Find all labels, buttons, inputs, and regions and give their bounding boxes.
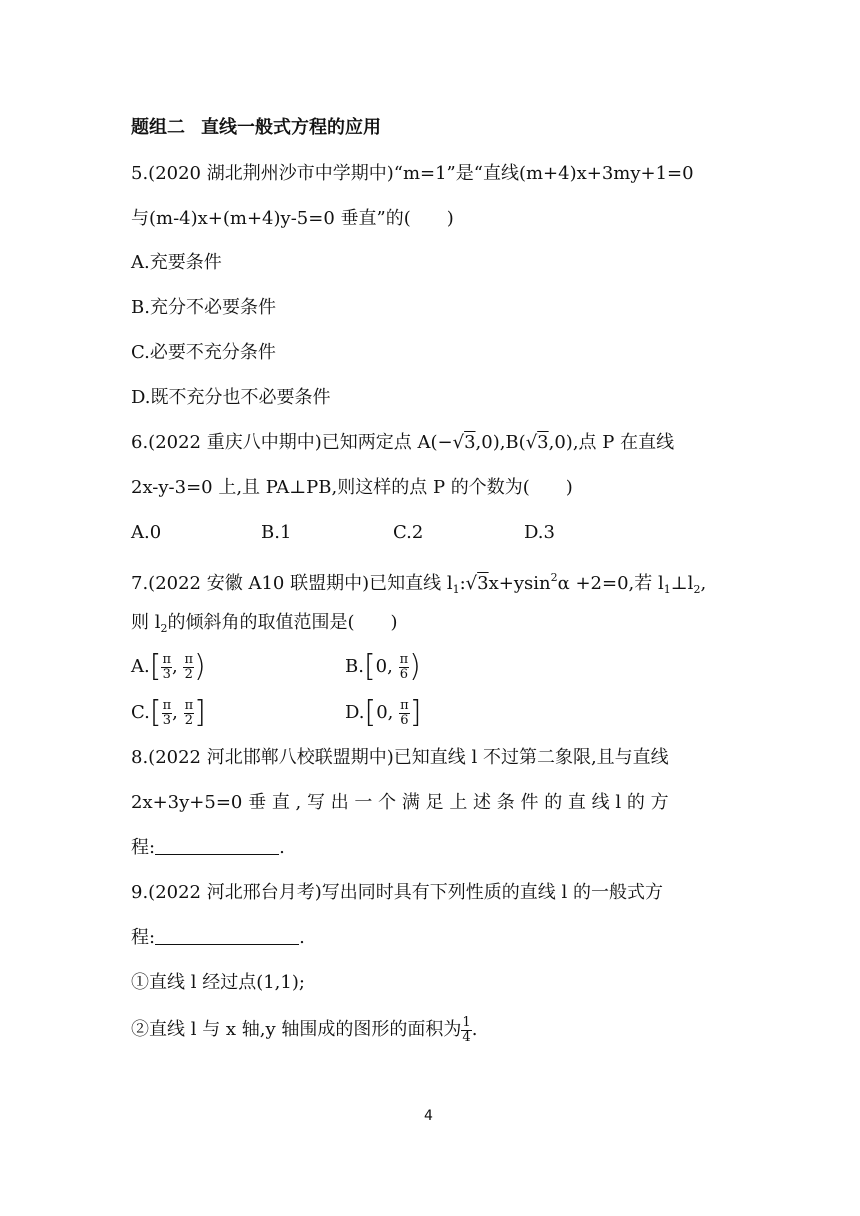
q5-option-a: A.充要条件: [131, 252, 222, 273]
q5-option-d: D.既不充分也不必要条件: [131, 387, 331, 408]
q9-condition-2: ②直线 l 与 x 轴,y 轴围成的图形的面积为 $\frac{1}{4}$ .: [131, 1014, 478, 1045]
q7-option-c: C.[ $\frac{\pi}{3}$ , $\frac{\pi}{2}$ ]: [131, 695, 206, 730]
q6-stem-line2: 2x-y-3=0 上,且 PA⊥PB,则这样的点 P 的个数为( ): [131, 477, 573, 498]
q7-option-a: A.[ $\frac{\pi}{3}$ , $\frac{\pi}{2}$ ): [131, 649, 206, 684]
q9-answer-blank[interactable]: [155, 926, 299, 945]
q6-option-c: C.2: [393, 522, 424, 543]
q6-option-a: A.0: [131, 522, 162, 543]
q8-answer-blank[interactable]: [155, 836, 279, 855]
section-heading: [131, 116, 381, 140]
section-label: 题组二: [131, 117, 185, 138]
page-number: 4: [424, 1108, 433, 1124]
q7-stem-line1: 7.(2022 安徽 A10 联盟期中)已知直线 $l_1:√3x+ysin^2\alpha +2=0$,若 $l_1\perp l_2$,: [131, 571, 707, 596]
q7-option-d: D.[0, $\frac{\pi}{6}$ ]: [345, 695, 422, 730]
q5-stem-line1: 5.(2020 湖北荆州沙市中学期中)“m=1”是“直线(m+4)x+3my+1=0: [131, 163, 694, 184]
q5-option-c: C.必要不充分条件: [131, 342, 276, 363]
section-title: 直线一般式方程的应用: [201, 117, 381, 138]
q8-stem-line3: 程: .: [131, 837, 285, 858]
q9-condition-1: ①直线 l 经过点(1,1);: [131, 972, 305, 993]
q5-stem-line2: 与(m-4)x+(m+4)y-5=0 垂直”的( ): [131, 208, 454, 229]
q9-stem-line1: 9.(2022 河北邢台月考)写出同时具有下列性质的直线 l 的一般式方: [131, 882, 663, 903]
q6-option-b: B.1: [261, 522, 292, 543]
q6-option-d: D.3: [524, 522, 555, 543]
q7-stem-line2: 则 $l_2$的倾斜角的取值范围是( ): [131, 612, 398, 635]
q8-stem-line2: 2x+3y+5=0 垂 直 , 写 出 一 个 满 足 上 述 条 件 的 直 线 l 的 方: [131, 792, 669, 813]
q7-option-b: B.[0, $\frac{\pi}{6}$ ): [345, 649, 421, 684]
q5-option-b: B.充分不必要条件: [131, 297, 276, 318]
q8-stem-line1: 8.(2022 河北邯郸八校联盟期中)已知直线 l 不过第二象限,且与直线: [131, 747, 669, 768]
q6-stem-line1: 6.(2022 重庆八中期中)已知两定点 A(−√3,0),B(√3,0),点 P 在直线: [131, 432, 675, 453]
q9-stem-line2: 程: .: [131, 927, 305, 948]
